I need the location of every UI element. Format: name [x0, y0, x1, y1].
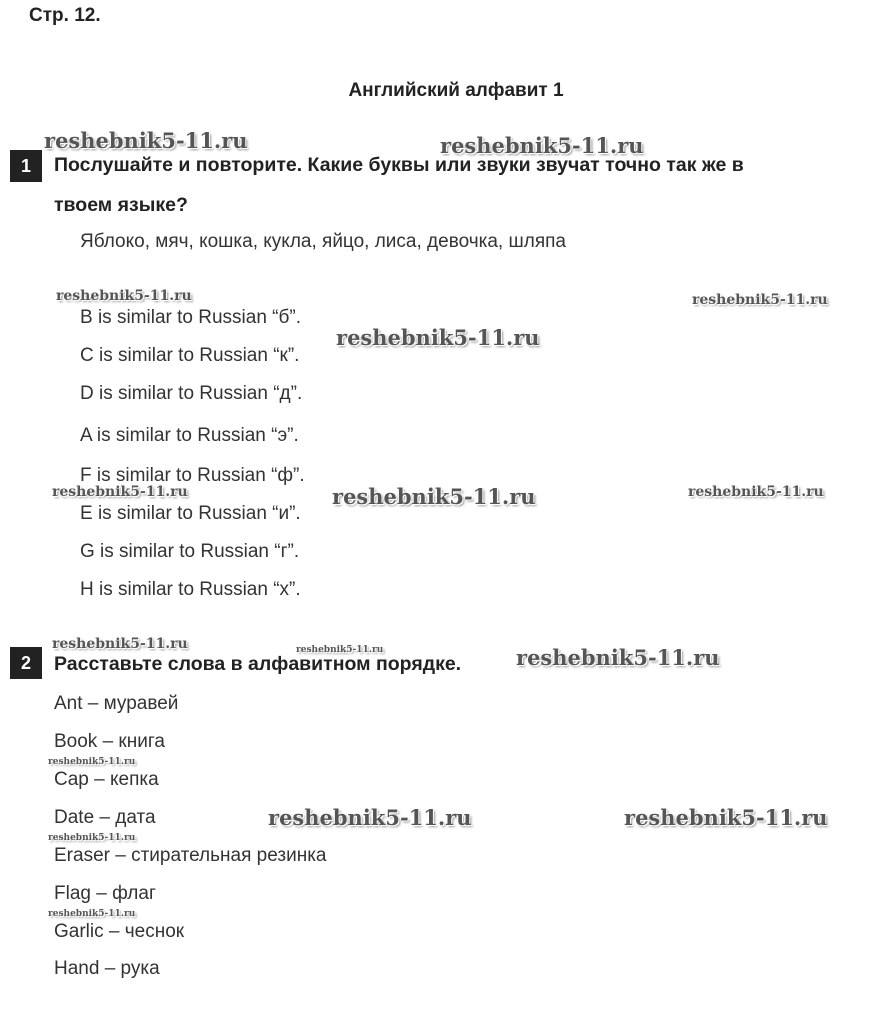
similar-line: D is similar to Russian “д”. [80, 383, 303, 404]
word-item: Eraser – стирательная резинка [54, 845, 327, 866]
similar-line: H is similar to Russian “х”. [80, 579, 301, 600]
task-2-instruction: Расставьте слова в алфавитном порядке. [54, 653, 462, 675]
word-item: Flag – флаг [54, 883, 156, 904]
watermark: reshebnik5-11.ru [296, 645, 384, 655]
task-1-instruction-line1: Послушайте и повторите. Какие буквы или звуки звучат точно так же в [54, 154, 744, 176]
watermark: reshebnik5-11.ru [48, 833, 136, 843]
similar-line: A is similar to Russian “э”. [80, 425, 299, 446]
watermark: reshebnik5-11.ru [52, 484, 188, 500]
watermark: reshebnik5-11.ru [692, 292, 828, 308]
word-item: Ant – муравей [54, 693, 179, 714]
task-2-number: 2 [10, 647, 42, 679]
similar-line: F is similar to Russian “ф”. [80, 465, 305, 486]
similar-line: C is similar to Russian “к”. [80, 345, 300, 366]
similar-line: G is similar to Russian “г”. [80, 541, 300, 562]
watermark: reshebnik5-11.ru [440, 133, 644, 158]
page-title: Английский алфавит 1 [348, 80, 564, 101]
watermark: reshebnik5-11.ru [624, 805, 828, 830]
watermark: reshebnik5-11.ru [48, 757, 136, 767]
similar-line: E is similar to Russian “и”. [80, 503, 301, 524]
watermark: reshebnik5-11.ru [516, 645, 720, 670]
watermark: reshebnik5-11.ru [336, 325, 540, 350]
watermark: reshebnik5-11.ru [332, 484, 536, 509]
word-item: Date – дата [54, 807, 156, 828]
similar-line: B is similar to Russian “б”. [80, 307, 301, 328]
watermark: reshebnik5-11.ru [52, 636, 188, 652]
task-1-number: 1 [10, 150, 42, 182]
word-item: Cap – кепка [54, 769, 159, 790]
word-item: Hand – рука [54, 958, 160, 979]
word-item: Garlic – чеснок [54, 921, 185, 942]
page-number: Стр. 12. [29, 5, 101, 26]
task-1-word-list: Яблоко, мяч, кошка, кукла, яйцо, лиса, девочка, шляпа [80, 231, 566, 252]
watermark: reshebnik5-11.ru [688, 484, 824, 500]
watermark: reshebnik5-11.ru [268, 805, 472, 830]
watermark: reshebnik5-11.ru [56, 288, 192, 304]
watermark: reshebnik5-11.ru [48, 909, 136, 919]
watermark: reshebnik5-11.ru [44, 128, 248, 153]
word-item: Book – книга [54, 731, 165, 752]
task-1-instruction-line2: твоем языке? [54, 194, 188, 216]
